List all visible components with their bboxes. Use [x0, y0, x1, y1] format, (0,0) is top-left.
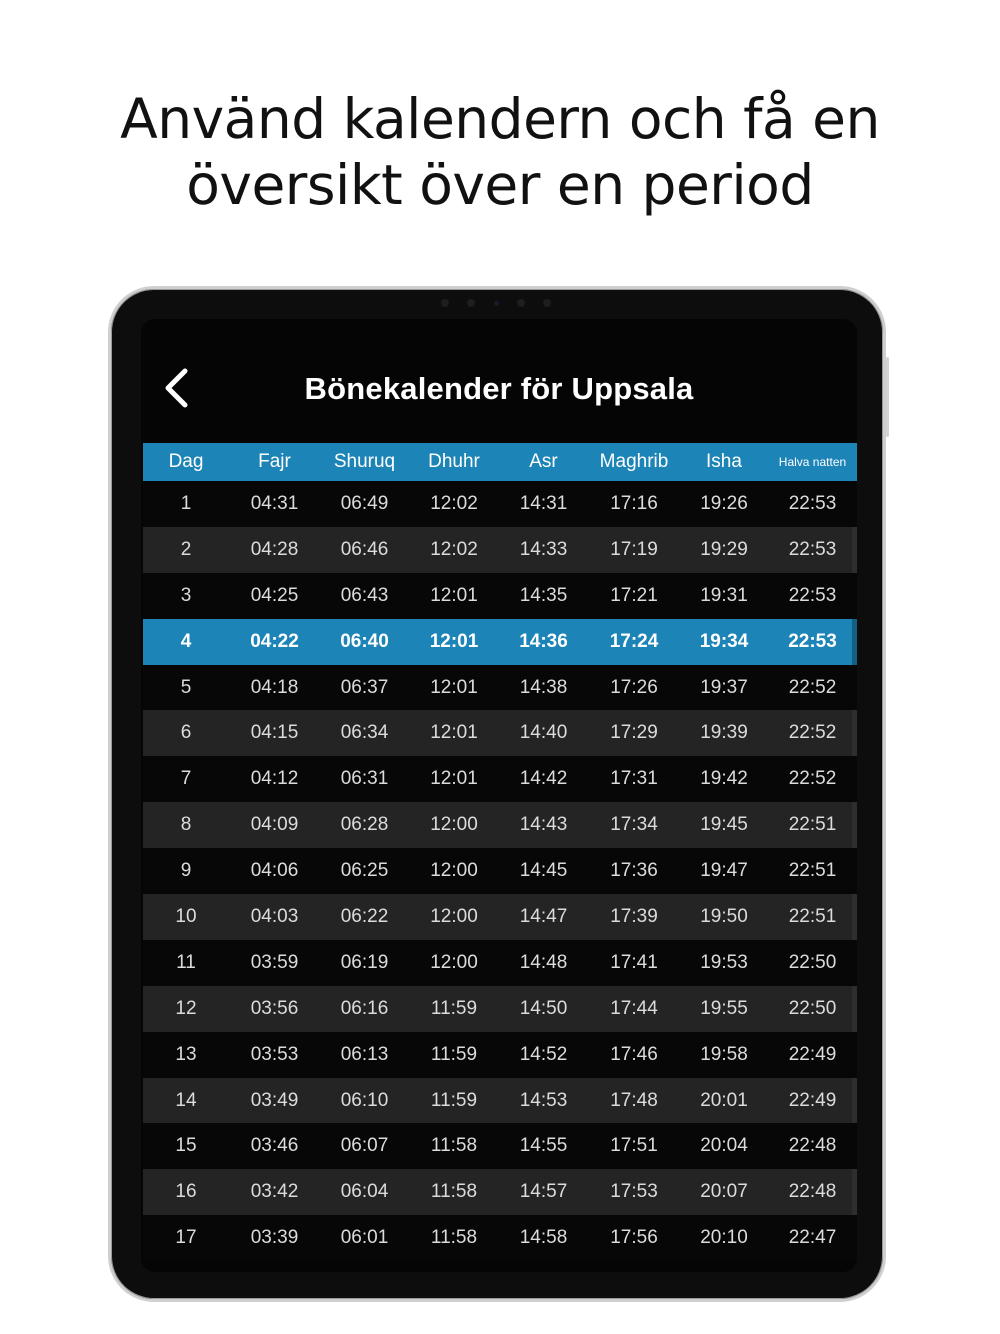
table-cell: 06:40: [340, 630, 389, 652]
table-cell: 14:53: [519, 1089, 568, 1111]
table-cell: 04:03: [250, 905, 299, 927]
tablet-frame: [108, 286, 886, 1302]
table-cell: 17:53: [610, 1181, 658, 1203]
table-cell: 14:45: [519, 860, 568, 882]
table-cell: 11:58: [430, 1227, 478, 1249]
table-cell: 06:04: [340, 1181, 389, 1203]
table-cell: 13: [175, 1043, 197, 1065]
table-cell: 19:53: [700, 951, 748, 973]
sensor-icon: [517, 299, 525, 307]
table-cell: 04:09: [250, 814, 299, 836]
table-cell: 22:50: [788, 997, 837, 1019]
table-cell: 22:52: [788, 722, 837, 744]
table-cell: 22:49: [788, 1089, 837, 1111]
table-cell: 03:46: [250, 1135, 299, 1157]
table-cell: 19:47: [700, 860, 748, 882]
table-cell: 06:01: [340, 1227, 389, 1249]
table-cell: 06:25: [340, 860, 389, 882]
headline-line-2: översikt över en period: [186, 153, 814, 217]
table-cell: 12:01: [430, 768, 478, 790]
table-cell: 14:43: [519, 814, 568, 836]
table-cell: 12:01: [430, 722, 478, 744]
table-cell: 17:24: [609, 630, 659, 652]
table-row[interactable]: [143, 619, 857, 665]
table-cell: 19:29: [700, 538, 748, 560]
table-row[interactable]: [143, 940, 857, 986]
table-cell: 03:53: [250, 1043, 299, 1065]
table-cell: 14:47: [519, 905, 568, 927]
table-cell: 04:25: [250, 584, 299, 606]
table-cell: 06:43: [340, 584, 389, 606]
scrollbar-track: [852, 1078, 857, 1124]
column-header: Halva natten: [778, 455, 847, 469]
table-cell: 14:31: [519, 492, 568, 514]
column-header: Dhuhr: [428, 451, 480, 472]
table-row[interactable]: [143, 756, 857, 802]
table-cell: 20:01: [700, 1089, 748, 1111]
table-cell: 17:39: [610, 905, 658, 927]
table-cell: 04:12: [250, 768, 299, 790]
scrollbar-track: [852, 619, 857, 665]
prayer-times-table: [143, 443, 857, 1261]
table-cell: 19:42: [700, 768, 748, 790]
column-header: Dag: [168, 451, 204, 472]
scrollbar-track: [852, 710, 857, 756]
table-cell: 17:46: [610, 1043, 658, 1065]
table-cell: 14:48: [519, 951, 568, 973]
table-cell: 17:44: [610, 997, 658, 1019]
table-cell: 06:28: [340, 814, 389, 836]
table-cell: 06:49: [340, 492, 389, 514]
table-cell: 06:31: [340, 768, 389, 790]
table-cell: 11:59: [430, 1089, 478, 1111]
table-cell: 17:48: [610, 1089, 658, 1111]
table-cell: 17:26: [610, 676, 658, 698]
table-cell: 11:59: [430, 997, 478, 1019]
table-cell: 17:19: [610, 538, 658, 560]
scrollbar-track: [852, 527, 857, 573]
scrollbar-track: [852, 802, 857, 848]
table-cell: 06:10: [340, 1089, 389, 1111]
table-cell: 11:58: [430, 1181, 478, 1203]
column-header: Shuruq: [333, 451, 396, 472]
table-cell: 22:48: [788, 1135, 837, 1157]
table-cell: 14:36: [519, 630, 568, 652]
table-cell: 16: [175, 1181, 197, 1203]
table-cell: 4: [180, 630, 192, 652]
table-cell: 17:29: [610, 722, 658, 744]
headline-line-1: Använd kalendern och få en: [120, 87, 880, 151]
table-cell: 11:58: [430, 1135, 478, 1157]
table-row[interactable]: [143, 1032, 857, 1078]
table-cell: 17:16: [610, 492, 658, 514]
sensor-icon: [543, 299, 551, 307]
table-cell: 22:51: [788, 905, 837, 927]
table-cell: 17:41: [610, 951, 658, 973]
scrollbar-track: [852, 986, 857, 1032]
table-cell: 19:50: [700, 905, 748, 927]
table-cell: 17:51: [610, 1135, 658, 1157]
table-cell: 06:07: [340, 1135, 389, 1157]
table-cell: 12:01: [429, 630, 479, 652]
camera-bar: [441, 297, 551, 309]
table-cell: 06:19: [340, 951, 389, 973]
table-cell: 14:40: [519, 722, 568, 744]
table-cell: 04:31: [250, 492, 299, 514]
table-cell: 2: [180, 538, 192, 560]
table-row[interactable]: [143, 665, 857, 711]
table-row[interactable]: [143, 481, 857, 527]
table-cell: 22:52: [788, 676, 837, 698]
table-cell: 22:51: [788, 860, 837, 882]
table-body: [143, 481, 857, 1261]
table-cell: 03:39: [250, 1227, 299, 1249]
table-cell: 22:53: [788, 584, 837, 606]
table-cell: 14:33: [519, 538, 568, 560]
table-cell: 03:42: [250, 1181, 299, 1203]
table-cell: 10: [175, 905, 197, 927]
table-cell: 19:58: [700, 1043, 748, 1065]
table-cell: 22:49: [788, 1043, 837, 1065]
table-cell: 9: [180, 860, 192, 882]
table-cell: 19:34: [699, 630, 749, 652]
table-cell: 19:55: [700, 997, 748, 1019]
table-cell: 17:34: [610, 814, 658, 836]
table-cell: 14: [175, 1089, 197, 1111]
table-cell: 20:04: [700, 1135, 748, 1157]
table-row[interactable]: [143, 527, 857, 573]
table-cell: 04:15: [250, 722, 299, 744]
table-cell: 22:53: [788, 492, 837, 514]
table-cell: 22:47: [788, 1227, 837, 1249]
table-cell: 06:22: [340, 905, 389, 927]
table-cell: 14:38: [519, 676, 568, 698]
table-cell: 19:31: [700, 584, 748, 606]
table-cell: 06:16: [340, 997, 389, 1019]
table-cell: 11:59: [430, 1043, 478, 1065]
table-cell: 06:34: [340, 722, 389, 744]
column-header: Maghrib: [599, 451, 669, 472]
table-cell: 8: [180, 814, 192, 836]
column-header: Isha: [706, 451, 742, 472]
table-cell: 17: [175, 1227, 197, 1249]
table-cell: 06:46: [340, 538, 389, 560]
table-cell: 12:00: [430, 814, 478, 836]
table-cell: 19:45: [700, 814, 748, 836]
table-cell: 15: [175, 1135, 197, 1157]
table-cell: 17:56: [610, 1227, 658, 1249]
sensor-icon: [441, 299, 449, 307]
table-cell: 17:21: [610, 584, 658, 606]
table-cell: 04:22: [250, 630, 299, 652]
page-title: Bönekalender för Uppsala: [304, 371, 694, 406]
table-cell: 14:57: [519, 1181, 568, 1203]
table-cell: 14:42: [519, 768, 568, 790]
table-cell: 12:00: [430, 951, 478, 973]
table-cell: 22:50: [788, 951, 837, 973]
table-row[interactable]: [143, 1123, 857, 1169]
table-row[interactable]: [143, 710, 857, 756]
table-cell: 22:52: [788, 768, 837, 790]
sensor-icon: [467, 299, 475, 307]
table-row[interactable]: [143, 986, 857, 1032]
table-cell: 12:01: [430, 584, 478, 606]
table-cell: 03:56: [250, 997, 299, 1019]
table-cell: 20:07: [700, 1181, 748, 1203]
table-cell: 14:35: [519, 584, 568, 606]
table-cell: 22:48: [788, 1181, 837, 1203]
table-cell: 17:36: [610, 860, 658, 882]
table-cell: 12: [175, 997, 197, 1019]
table-row[interactable]: [143, 1078, 857, 1124]
table-cell: 12:00: [430, 905, 478, 927]
table-cell: 19:37: [700, 676, 748, 698]
table-row[interactable]: [143, 894, 857, 940]
table-cell: 12:02: [430, 492, 478, 514]
table-cell: 14:52: [519, 1043, 568, 1065]
scrollbar-track: [852, 894, 857, 940]
table-cell: 22:53: [788, 630, 837, 652]
table-row[interactable]: [143, 802, 857, 848]
table-cell: 20:10: [700, 1227, 748, 1249]
marketing-headline: [0, 86, 1000, 218]
table-row[interactable]: [143, 848, 857, 894]
table-cell: 14:58: [519, 1227, 568, 1249]
table-cell: 04:06: [250, 860, 299, 882]
table-cell: 06:37: [340, 676, 389, 698]
camera-lens-icon: [494, 301, 499, 306]
table-row[interactable]: [143, 1169, 857, 1215]
table-cell: 04:18: [250, 676, 299, 698]
table-cell: 03:49: [250, 1089, 299, 1111]
scrollbar-track: [852, 1169, 857, 1215]
table-cell: 22:51: [788, 814, 837, 836]
table-cell: 12:00: [430, 860, 478, 882]
table-cell: 6: [180, 722, 192, 744]
table-cell: 14:55: [519, 1135, 568, 1157]
table-cell: 3: [180, 584, 192, 606]
table-cell: 17:31: [610, 768, 658, 790]
navigation-bar: [141, 319, 857, 443]
table-cell: 22:53: [788, 538, 837, 560]
table-cell: 14:50: [519, 997, 568, 1019]
table-header: [143, 443, 857, 481]
table-cell: 7: [180, 768, 192, 790]
table-row[interactable]: [143, 1215, 857, 1261]
table-cell: 12:01: [430, 676, 478, 698]
table-cell: 03:59: [250, 951, 299, 973]
column-header: Fajr: [258, 451, 291, 472]
table-cell: 1: [180, 492, 192, 514]
table-cell: 19:39: [700, 722, 748, 744]
column-header: Asr: [529, 451, 558, 472]
table-cell: 04:28: [250, 538, 299, 560]
table-cell: 11: [176, 951, 196, 973]
table-cell: 06:13: [340, 1043, 389, 1065]
table-row[interactable]: [143, 573, 857, 619]
table-cell: 12:02: [430, 538, 478, 560]
table-cell: 5: [180, 676, 192, 698]
app-screen: [141, 319, 857, 1272]
table-cell: 19:26: [700, 492, 748, 514]
